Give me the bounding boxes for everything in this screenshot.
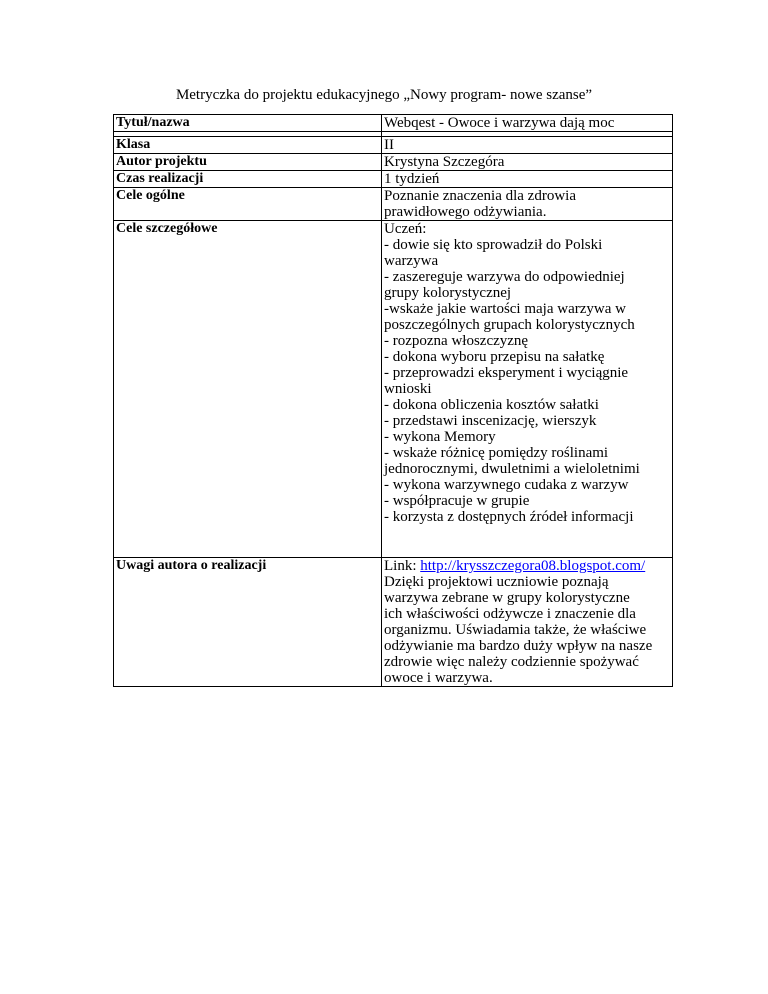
- cele-szczegolowe-line: wnioski: [384, 381, 432, 397]
- table-row-czas: [114, 171, 673, 188]
- link-prefix: Link:: [384, 558, 421, 574]
- uwagi-line: odżywianie ma bardzo duży wpływ na nasze: [384, 638, 653, 654]
- value-cele-szczegolowe: [382, 221, 673, 558]
- value-klasa: II: [382, 137, 673, 154]
- cele-szczegolowe-line: - wskaże różnicę pomiędzy roślinami: [384, 445, 609, 461]
- cele-szczegolowe-line: - dowie się kto sprowadził do Polski: [384, 237, 603, 253]
- label-autor: Autor projektu: [114, 154, 382, 171]
- cele-ogolne-line: prawidłowego odżywiania.: [384, 204, 547, 220]
- label-czas: Czas realizacji: [114, 171, 382, 188]
- value-czas: 1 tydzień: [382, 171, 673, 188]
- cele-szczegolowe-line: warzywa: [384, 253, 439, 269]
- uwagi-line: ich właściwości odżywcze i znaczenie dla: [384, 606, 636, 622]
- cele-szczegolowe-line: jednorocznymi, dwuletnimi a wieloletnimi: [384, 461, 640, 477]
- document-title: Metryczka do projektu edukacyjnego „Nowy program- nowe szanse”: [175, 87, 593, 103]
- cele-szczegolowe-line: - wykona warzywnego cudaka z warzyw: [384, 477, 629, 493]
- label-uwagi: Uwagi autora o realizacji: [114, 558, 382, 687]
- cele-szczegolowe-line: Uczeń:: [384, 221, 427, 237]
- uwagi-line: organizmu. Uświadamia także, że właściwe: [384, 622, 647, 638]
- uwagi-line: Dzięki projektowi uczniowie poznają: [384, 574, 609, 590]
- label-cele-szczegolowe-text: Cele szczegółowe: [116, 221, 218, 236]
- cele-szczegolowe-line: - rozpozna włoszczyznę: [384, 333, 529, 349]
- cele-szczegolowe-line: - przedstawi inscenizację, wierszyk: [384, 413, 597, 429]
- cele-szczegolowe-line: - współpracuje w grupie: [384, 493, 530, 509]
- cele-szczegolowe-line: grupy kolorystycznej: [384, 285, 512, 301]
- label-tytul: Tytuł/nazwa: [114, 115, 382, 132]
- uwagi-line: owoce i warzywa.: [384, 670, 493, 686]
- cele-szczegolowe-line: - przeprowadzi eksperyment i wyciągnie: [384, 365, 629, 381]
- value-cele-ogolne: [382, 188, 673, 221]
- uwagi-line: zdrowie więc należy codziennie spożywać: [384, 654, 639, 670]
- cele-szczegolowe-line: - dokona obliczenia kosztów sałatki: [384, 397, 599, 413]
- table-row-cele-szczegolowe: [114, 221, 673, 558]
- table-row-tytul: [114, 115, 673, 132]
- cele-szczegolowe-line: - korzysta z dostępnych źródeł informacji: [384, 509, 634, 525]
- cele-ogolne-line: Poznanie znaczenia dla zdrowia: [384, 188, 576, 204]
- cele-szczegolowe-line: poszczególnych grupach kolorystycznych: [384, 317, 635, 333]
- value-tytul: Webqest - Owoce i warzywa dają moc: [382, 115, 673, 132]
- blog-link[interactable]: http://krysszczegora08.blogspot.com/: [420, 558, 646, 574]
- value-uwagi: [382, 558, 673, 687]
- label-cele-szczegolowe: [114, 221, 382, 558]
- value-autor: Krystyna Szczegóra: [382, 154, 673, 171]
- cele-szczegolowe-line: - zaszereguje warzywa do odpowiedniej: [384, 269, 625, 285]
- table-row-cele-ogolne: [114, 188, 673, 221]
- table-row-autor: [114, 154, 673, 171]
- table-row-klasa: [114, 137, 673, 154]
- cele-szczegolowe-line: - dokona wyboru przepisu na sałatkę: [384, 349, 605, 365]
- uwagi-link-line: [384, 558, 670, 574]
- label-cele-ogolne: Cele ogólne: [114, 188, 382, 221]
- cele-szczegolowe-line: -wskaże jakie wartości maja warzywa w: [384, 301, 626, 317]
- project-metrics-table: [113, 114, 673, 687]
- label-klasa: Klasa: [114, 137, 382, 154]
- table-row-uwagi: [114, 558, 673, 687]
- cele-szczegolowe-line: - wykona Memory: [384, 429, 496, 445]
- uwagi-line: warzywa zebrane w grupy kolorystyczne: [384, 590, 630, 606]
